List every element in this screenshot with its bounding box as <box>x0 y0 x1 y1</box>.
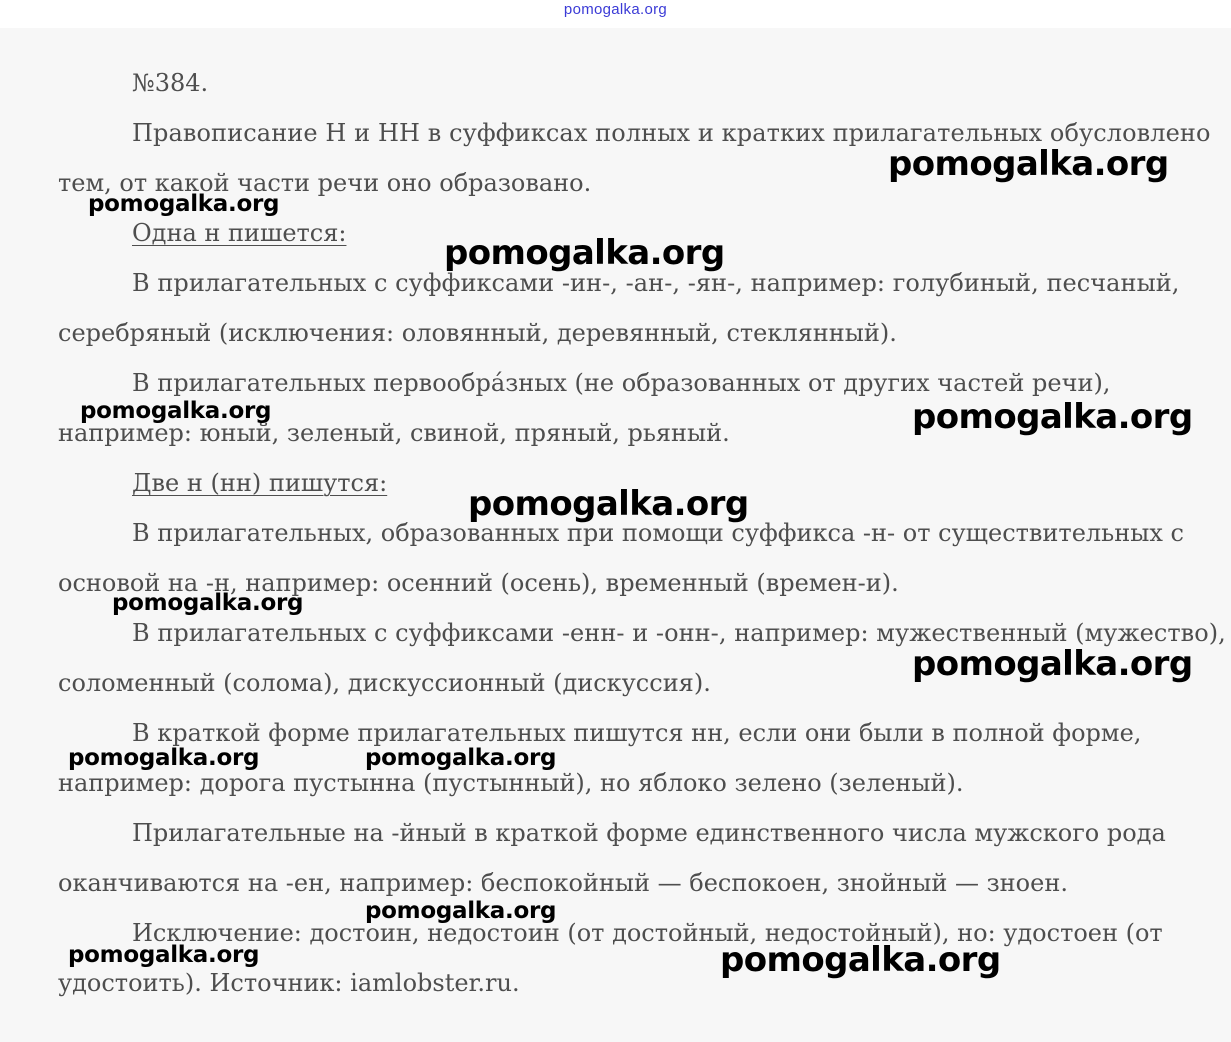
text-line: серебряный (исключения: оловянный, деревянный, стеклянный). <box>58 319 897 347</box>
source-line: удостоить). Источник: iamlobster.ru. <box>58 969 520 997</box>
text-line: В прилагательных с суффиксами -ин-, -ан-, -ян-, например: голубиный, песчаный, <box>132 269 1180 297</box>
text-line: соломенный (солома), дискуссионный (дискуссия). <box>58 669 711 697</box>
section-heading-double-n: Две н (нн) пишутся: <box>132 469 388 497</box>
text-line: например: юный, зеленый, свиной, пряный, рьяный. <box>58 419 730 447</box>
watermark: pomogalka.org <box>88 191 280 217</box>
watermark: pomogalka.org <box>68 745 260 771</box>
watermark: pomogalka.org <box>80 398 272 424</box>
watermark: pomogalka.org <box>444 233 725 273</box>
watermark: pomogalka.org <box>365 745 557 771</box>
watermark: pomogalka.org <box>888 144 1169 184</box>
watermark: pomogalka.org <box>68 942 260 968</box>
section-heading-single-n: Одна н пишется: <box>132 219 347 247</box>
text-line: Правописание Н и НН в суффиксах полных и кратких прилагательных обусловлено <box>132 119 1211 147</box>
text-line: Исключение: достоин, недостоин (от достойный, недостойный), но: удостоен (от <box>132 919 1163 947</box>
watermark: pomogalka.org <box>720 940 1001 980</box>
site-link[interactable]: pomogalka.org <box>563 1 668 18</box>
text-line: В прилагательных с суффиксами -енн- и -онн-, например: мужественный (мужество), <box>132 619 1226 647</box>
text-line: В прилагательных первообра́зных (не образованных от других частей речи), <box>132 369 1111 397</box>
text-line: оканчиваются на -ен, например: беспокойный — беспокоен, знойный — зноен. <box>58 869 1068 897</box>
text-line: тем, от какой части речи оно образовано. <box>58 169 592 197</box>
text-line: Прилагательные на -йный в краткой форме единственного числа мужского рода <box>132 819 1166 847</box>
watermark: pomogalka.org <box>112 590 304 616</box>
task-number: №384. <box>132 69 209 97</box>
watermark: pomogalka.org <box>468 484 749 524</box>
watermark: pomogalka.org <box>912 397 1193 437</box>
watermark: pomogalka.org <box>365 898 557 924</box>
watermark: pomogalka.org <box>912 644 1193 684</box>
text-line: В прилагательных, образованных при помощи суффикса -н- от существительных с <box>132 519 1184 547</box>
text-line: основой на -н, например: осенний (осень), временный (времен-и). <box>58 569 899 597</box>
text-line: например: дорога пустынна (пустынный), но яблоко зелено (зеленый). <box>58 769 964 797</box>
text-line: В краткой форме прилагательных пишутся нн, если они были в полной форме, <box>132 719 1142 747</box>
